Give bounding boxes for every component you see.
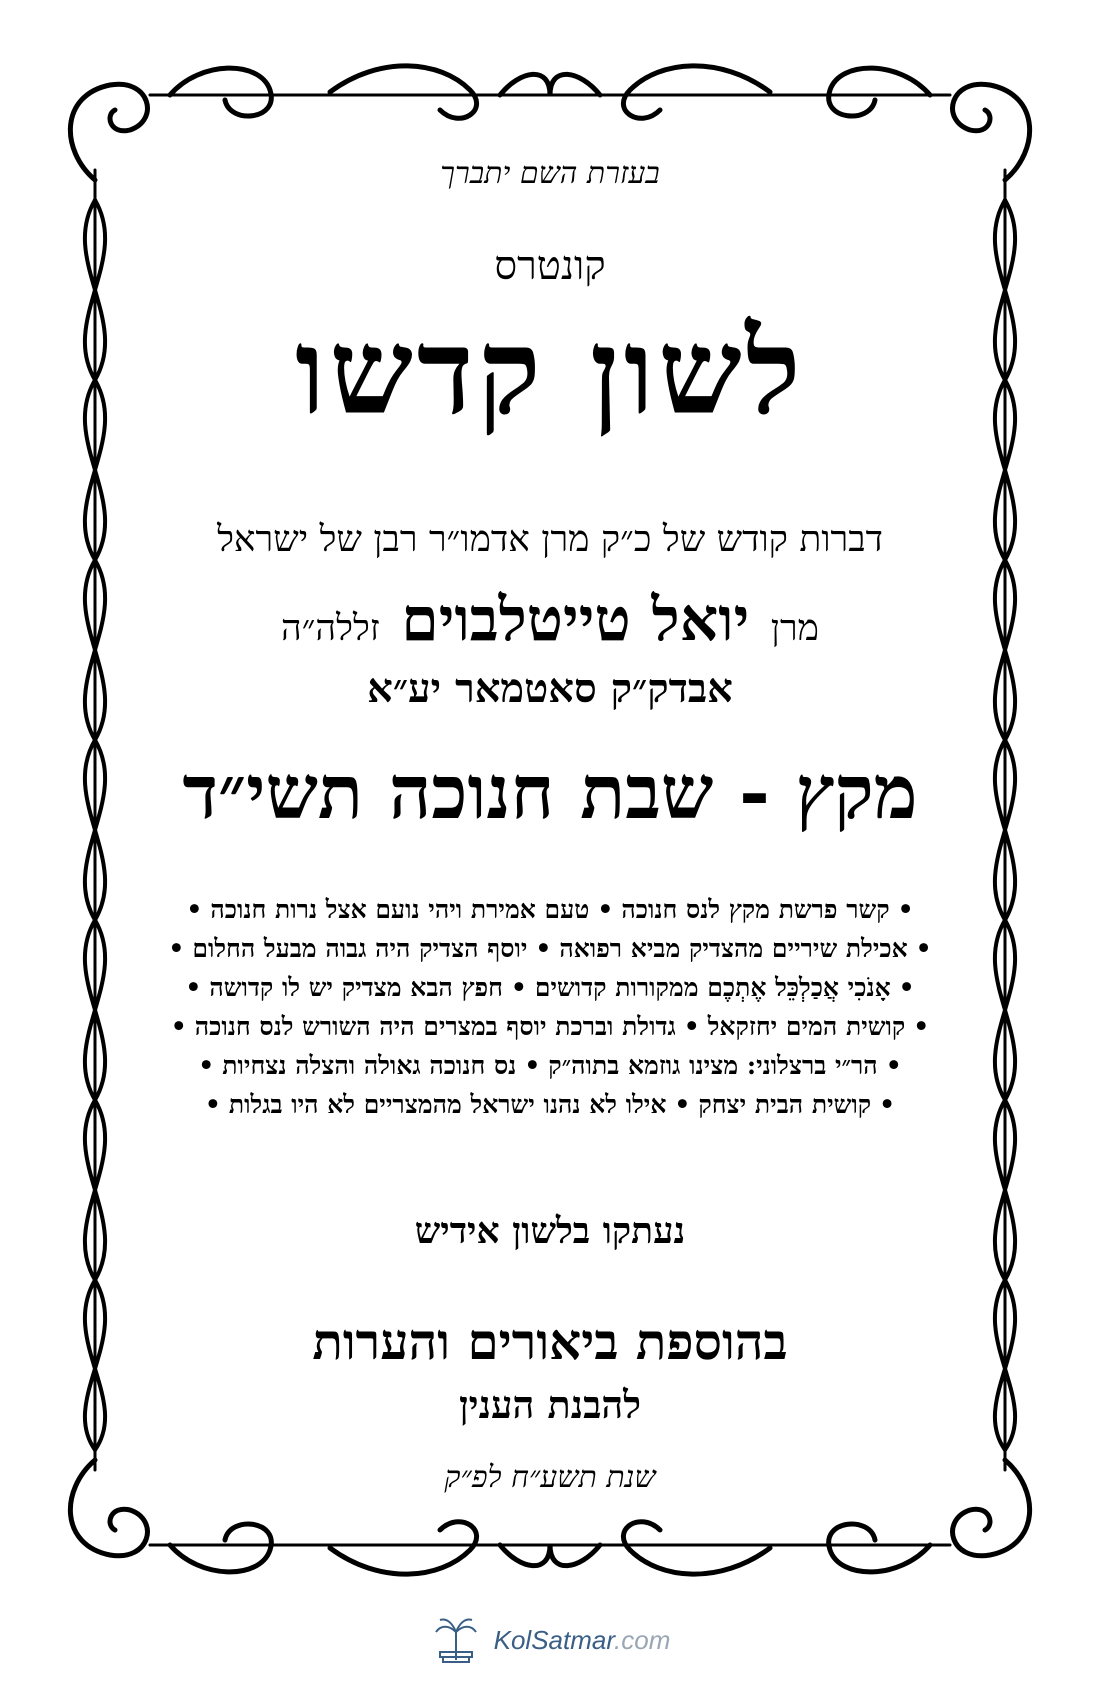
topic-line <box>160 1007 940 1046</box>
bullet-icon: • <box>168 934 185 963</box>
addition-note: בהוספת ביאורים והערות <box>312 1312 788 1371</box>
topic-line <box>160 968 940 1007</box>
bullet-icon: • <box>204 1090 221 1119</box>
topic-item: קושית הבית יצחק <box>698 1090 872 1119</box>
bullet-icon: • <box>879 1090 896 1119</box>
site-logo[interactable] <box>0 1610 1100 1670</box>
topics-list <box>160 890 940 1124</box>
bullet-icon: • <box>674 1090 691 1119</box>
bullet-icon: • <box>898 973 915 1002</box>
topic-item: קושית המים יחזקאל <box>707 1012 906 1041</box>
bullet-icon: • <box>170 1012 187 1041</box>
book-title: לשון קדשו <box>295 302 805 441</box>
bsd-line: בעזרת השם יתברך <box>440 156 660 191</box>
topic-item: טעם אמירת ויהי נועם אצל נרות חנוכה <box>210 895 590 924</box>
topic-line <box>160 1085 940 1124</box>
bullet-icon: • <box>186 895 203 924</box>
logo-name: KolSatmar <box>493 1624 615 1655</box>
topic-item: גדולת וברכת יוסף במצרים היה השורש לנס חנוכה <box>194 1012 676 1041</box>
translated-note: נעתקו בלשון אידיש <box>414 1210 686 1252</box>
parsha-heading: מקץ - שבת חנוכה תשי״ד <box>182 750 918 836</box>
palm-tree-books-icon <box>430 1614 482 1666</box>
topic-item: יוסף הצדיק היה גבוה מבעל החלום <box>192 934 528 963</box>
year-line: שנת תשע״ח לפ״ק <box>444 1460 656 1495</box>
logo-domain: .com <box>614 1624 671 1655</box>
topic-item: הר״י ברצלוני: מצינו גוזמא בתוה״ק <box>548 1051 878 1080</box>
title-page <box>170 130 930 1520</box>
bullet-icon: • <box>913 1012 930 1041</box>
bullet-icon: • <box>885 1051 902 1080</box>
bullet-icon: • <box>185 973 202 1002</box>
bullet-icon: • <box>597 895 614 924</box>
topic-item: קשר פרשת מקץ לנס חנוכה <box>621 895 890 924</box>
kuntres-label: קונטרס <box>494 243 606 289</box>
author-name-line <box>170 585 930 655</box>
topic-line <box>160 929 940 968</box>
bullet-icon: • <box>524 1051 541 1080</box>
bullet-icon: • <box>897 895 914 924</box>
author-name: יואל טייטלבוים <box>401 585 750 655</box>
topic-item: אילו לא נהנו ישראל מהמצריים לא היו בגלות <box>228 1090 667 1119</box>
topic-line <box>160 1046 940 1085</box>
author-prefix: מרן <box>770 608 819 649</box>
bullet-icon: • <box>198 1051 215 1080</box>
topic-line <box>160 890 940 929</box>
author-title: אבדק״ק סאטמאר יע״א <box>367 665 733 712</box>
bullet-icon: • <box>683 1012 700 1041</box>
understanding-note: להבנת הענין <box>458 1382 642 1427</box>
topic-item: חפץ הבא מצדיק יש לו קדושה <box>209 973 503 1002</box>
topic-item: אָנֹכִי אֲכַלְכֵּל אֶתְכֶם ממקורות קדושים <box>534 973 891 1002</box>
author-intro: דברות קודש של כ״ק מרן אדמו״ר רבן של ישראל <box>217 519 883 560</box>
bullet-icon: • <box>510 973 527 1002</box>
topic-item: נס חנוכה גאולה והצלה נצחיות <box>222 1051 517 1080</box>
bullet-icon: • <box>915 934 932 963</box>
author-suffix: זללה״ה <box>281 608 380 649</box>
bullet-icon: • <box>535 934 552 963</box>
topic-item: אכילת שיריים מהצדיק מביא רפואה <box>559 934 908 963</box>
